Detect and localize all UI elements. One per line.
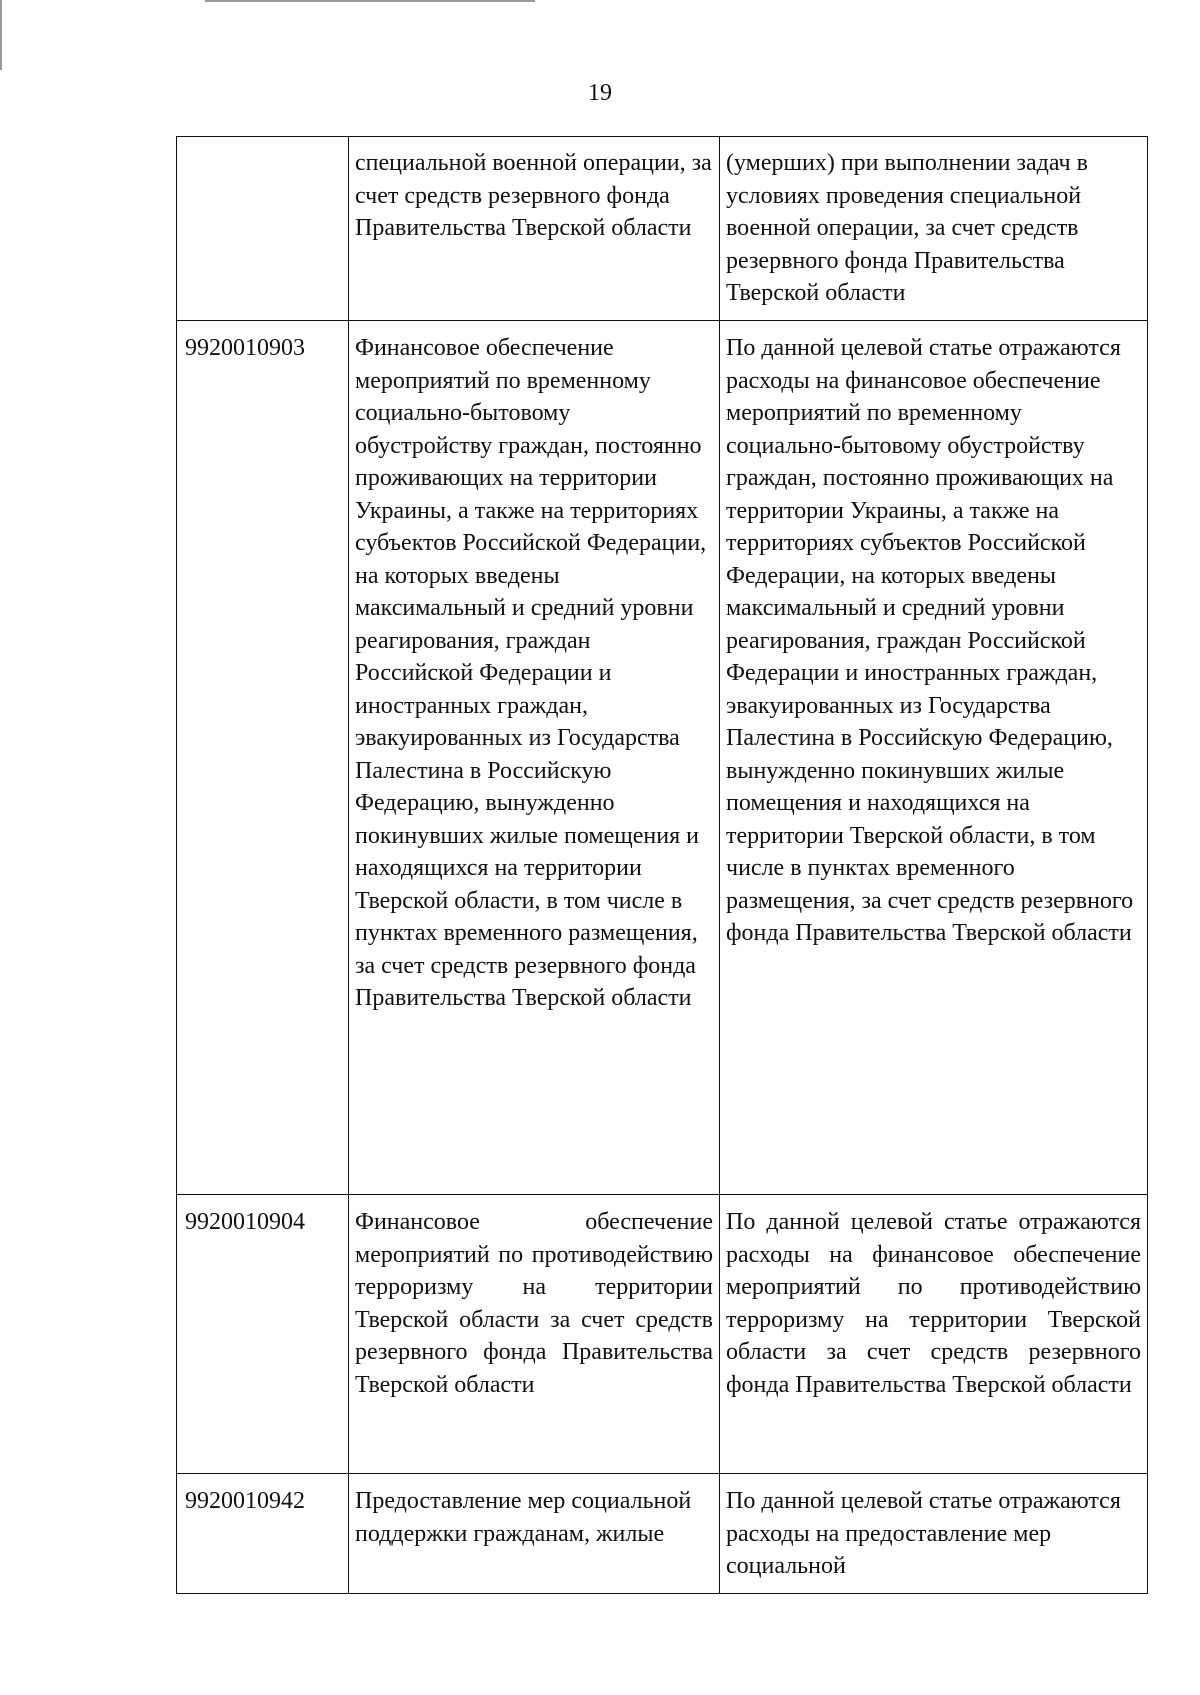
expense-name-cell: Финансовое обеспечение мероприятий по временному социально-бытовому обустройству граждан, постоянно проживающих на территории Украины, а также на территориях субъектов Российской Федерации, на которых введены максимальный и средний уровни реагирования, граждан Российской Федерации и иностранных граждан, эвакуированных из Государства Палестина в Российскую Федерацию, вынужденно покинувших жилые помещения и находящихся на территории Тверской области, в том числе в пунктах временного размещения, за счет средств резервного фонда Правительства Тверской области (349, 321, 720, 1195)
expense-description-cell: По данной целевой статье отражаются расходы на предоставление мер социальной (720, 1474, 1148, 1594)
target-code-cell (177, 137, 349, 321)
scan-edge-artifact (0, 0, 2, 70)
scan-top-artifact (205, 0, 535, 2)
target-code-cell: 9920010904 (177, 1195, 349, 1474)
table-row (177, 1195, 1148, 1474)
expense-description-cell: (умерших) при выполнении задач в условиях проведения специальной военной операции, за счет средств резервного фонда Правительства Тверской области (720, 137, 1148, 321)
expense-description-cell: По данной целевой статье отражаются расходы на финансовое обеспечение мероприятий по противодействию терроризму на территории Тверской области за счет средств резервного фонда Правительства Тверской области (720, 1195, 1148, 1474)
table-row (177, 1474, 1148, 1594)
budget-classification-table (176, 136, 1148, 1594)
page-number: 19 (588, 80, 612, 106)
target-code-cell: 9920010903 (177, 321, 349, 1195)
table-row (177, 321, 1148, 1195)
target-code-cell: 9920010942 (177, 1474, 349, 1594)
table-row (177, 137, 1148, 321)
expense-name-cell: Предоставление мер социальной поддержки гражданам, жилые (349, 1474, 720, 1594)
expense-name-cell: Финансовое обеспечение мероприятий по противодействию терроризму на территории Тверской области за счет средств резервного фонда Правительства Тверской области (349, 1195, 720, 1474)
expense-name-cell: специальной военной операции, за счет средств резервного фонда Правительства Тверской области (349, 137, 720, 321)
expense-description-cell: По данной целевой статье отражаются расходы на финансовое обеспечение мероприятий по временному социально-бытовому обустройству граждан, постоянно проживающих на территории Украины, а также на территориях субъектов Российской Федерации, на которых введены максимальный и средний уровни реагирования, граждан Российской Федерации и иностранных граждан, эвакуированных из Государства Палестина в Российскую Федерацию, вынужденно покинувших жилые помещения и находящихся на территории Тверской области, в том числе в пунктах временного размещения, за счет средств резервного фонда Правительства Тверской области (720, 321, 1148, 1195)
